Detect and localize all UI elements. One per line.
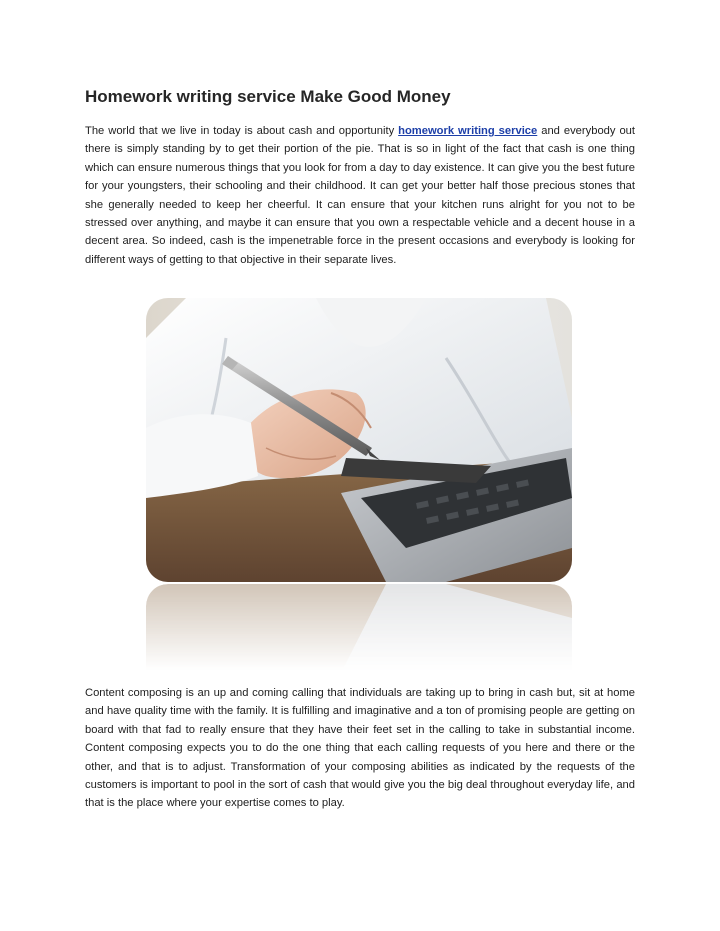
hand-with-pen-photo (146, 298, 572, 582)
paragraph-intro (85, 122, 635, 269)
paragraph-intro-text-start: The world that we live in today is about cash and opportunity (85, 125, 399, 137)
photo-reflection-illustration (146, 584, 572, 670)
document-title: Homework writing service Make Good Money (85, 87, 451, 106)
photo-reflection (146, 584, 572, 670)
photo-illustration (146, 298, 572, 582)
paragraph-content-writing: Content composing is an up and coming calling that individuals are taking up to bring in cash but, sit at home and have quality time with the family. It is fulfilling and imaginative and a ton of promising people are getting on board with that fad to really ensure that they have their feet set in the calling to take in substantial income. Content composing expects you to do the one thing that each calling requests of you here and there or the other, and that is to adjust. Transformation of your composing abilities as indicated by the requests of the customers is important to pool in the sort of cash that would give you the big deal throughout everyday life, and that is the place where your expertise comes to play. (85, 687, 635, 810)
paragraph-intro-text-end: and everybody out there is simply standing by to get their portion of the pie. That is so in light of the fact that cash is one thing which can ensure numerous things that you look for from a day to day existence. It can give you the best future for your youngsters, their schooling and their childhood. It can get your better half those precious stones that she generally needed to keep her cheerful. It can ensure that your kitchen runs alright for you not to be stressed over anything, and maybe it can ensure that you own a respectable vehicle and a decent house in a decent area. So indeed, cash is the impenetrable force in the present occasions and everybody is looking for different ways of getting to that objective in their separate lives. (85, 125, 635, 266)
homework-writing-service-link[interactable]: homework writing service (398, 125, 538, 137)
